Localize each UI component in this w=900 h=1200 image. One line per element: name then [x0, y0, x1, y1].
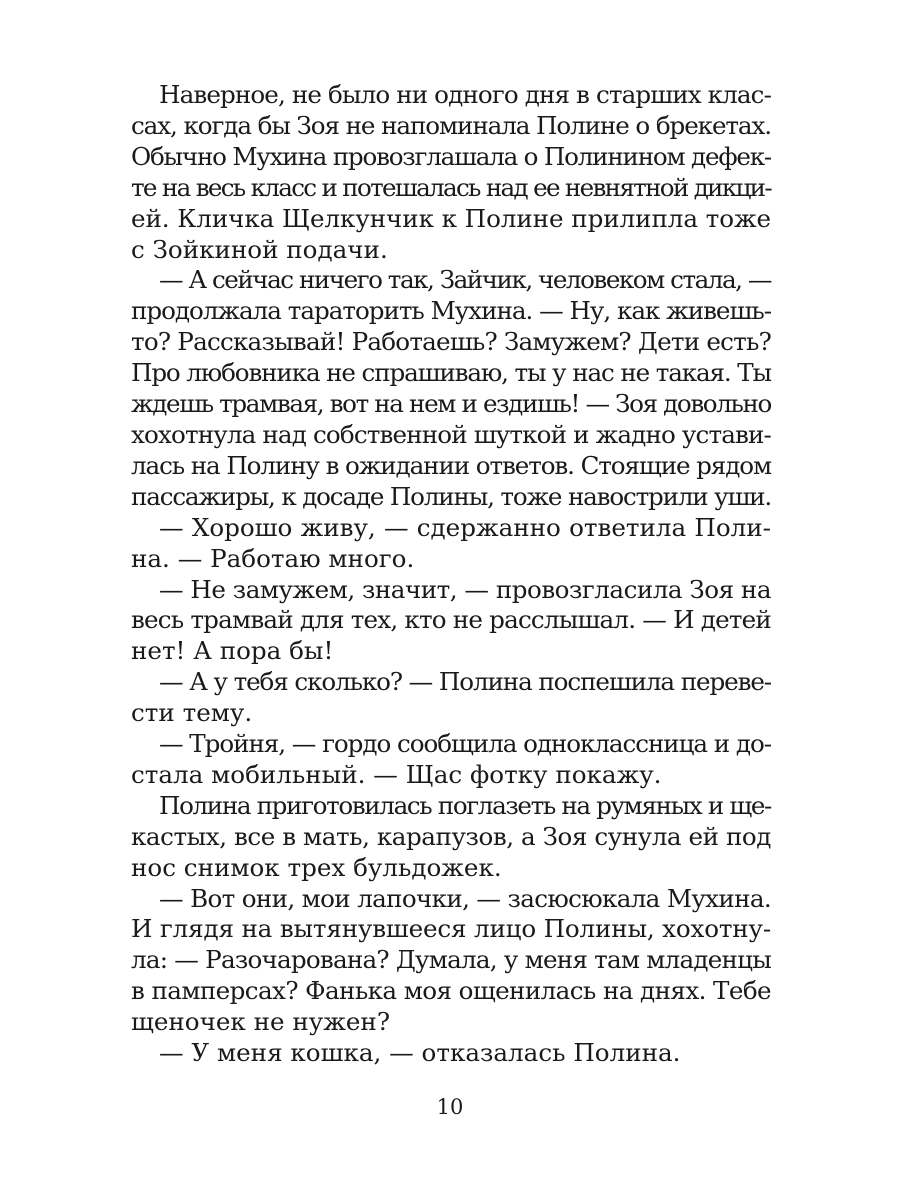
paragraph [131, 667, 771, 729]
text-line: — Вот они, мои лапочки, — засюсюкала Мухина. [159, 883, 771, 913]
paragraph [131, 513, 771, 575]
paragraph [131, 1038, 771, 1069]
text-line: Полина приготовилась поглазеть на румяных и ще- [159, 790, 771, 820]
text-line: продолжала тараторить Мухина. — Ну, как живешь- [131, 296, 771, 326]
text-line: сах, когда бы Зоя не напоминала Полине о брекетах. [131, 110, 771, 140]
text-line: то? Рассказывай! Работаешь? Замужем? Дети есть? [131, 327, 771, 357]
text-line: кастых, все в мать, карапузов, а Зоя сунула ей под [131, 821, 771, 851]
paragraph [131, 729, 771, 791]
paragraph [131, 265, 771, 512]
text-line: — Не замужем, значит, — провозгласила Зоя на [159, 574, 771, 604]
paragraph [131, 791, 771, 884]
paragraph [131, 884, 771, 1039]
text-line: те на весь класс и потешалась над ее невнятной дикци- [131, 172, 771, 202]
text-line: Про любовника не спрашиваю, ты у нас не такая. Ты [131, 358, 771, 388]
text-line: в памперсах? Фанька моя ощенилась на днях. Тебе [131, 976, 771, 1006]
text-line: лась на Полину в ожидании ответов. Стоящие рядом [131, 450, 771, 480]
text-line: ла: — Разочарована? Думала, у меня там младенцы [131, 945, 771, 975]
text-line: Наверное, не было ни одного дня в старших клас- [159, 80, 771, 109]
text-line: Обычно Мухина провозглашала о Полинином дефек- [131, 141, 772, 171]
text-line: щеночек не нужен? [131, 1007, 391, 1037]
text-line: — У меня кошка, — отказалась Полина. [159, 1038, 681, 1068]
text-line: — Хорошо живу, — сдержанно ответила Поли- [159, 512, 771, 542]
text-line: весь трамвай для тех, кто не расслышал. — И детей [131, 605, 772, 635]
page-number: 10 [436, 1095, 464, 1119]
text-line: пассажиры, к досаде Полины, тоже навострили уши. [131, 481, 771, 511]
text-line: И глядя на вытянувшееся лицо Полины, хохотну- [131, 914, 771, 944]
text-line: с Зойкиной подачи. [131, 234, 388, 264]
text-line: сти тему. [131, 698, 253, 728]
text-line: ждешь трамвая, вот на нем и ездишь! — Зоя довольно [131, 389, 771, 419]
text-line: — А сейчас ничего так, Зайчик, человеком стала, — [159, 265, 771, 295]
paragraph [131, 575, 771, 668]
text-line: хохотнула над собственной шуткой и жадно устави- [131, 419, 771, 449]
text-line: — Тройня, — гордо сообщила одноклассница и до- [159, 729, 771, 759]
paragraph [131, 80, 771, 265]
text-line: нет! А пора бы! [131, 636, 334, 666]
text-line: стала мобильный. — Щас фотку покажу. [131, 759, 662, 789]
page-text [131, 80, 771, 1069]
text-line: — А у тебя сколько? — Полина поспешила переве- [159, 667, 771, 697]
text-line: ей. Кличка Щелкунчик к Полине прилипла тоже [131, 203, 771, 233]
text-line: нос снимок трех бульдожек. [131, 852, 502, 882]
text-line: на. — Работаю много. [131, 543, 415, 573]
